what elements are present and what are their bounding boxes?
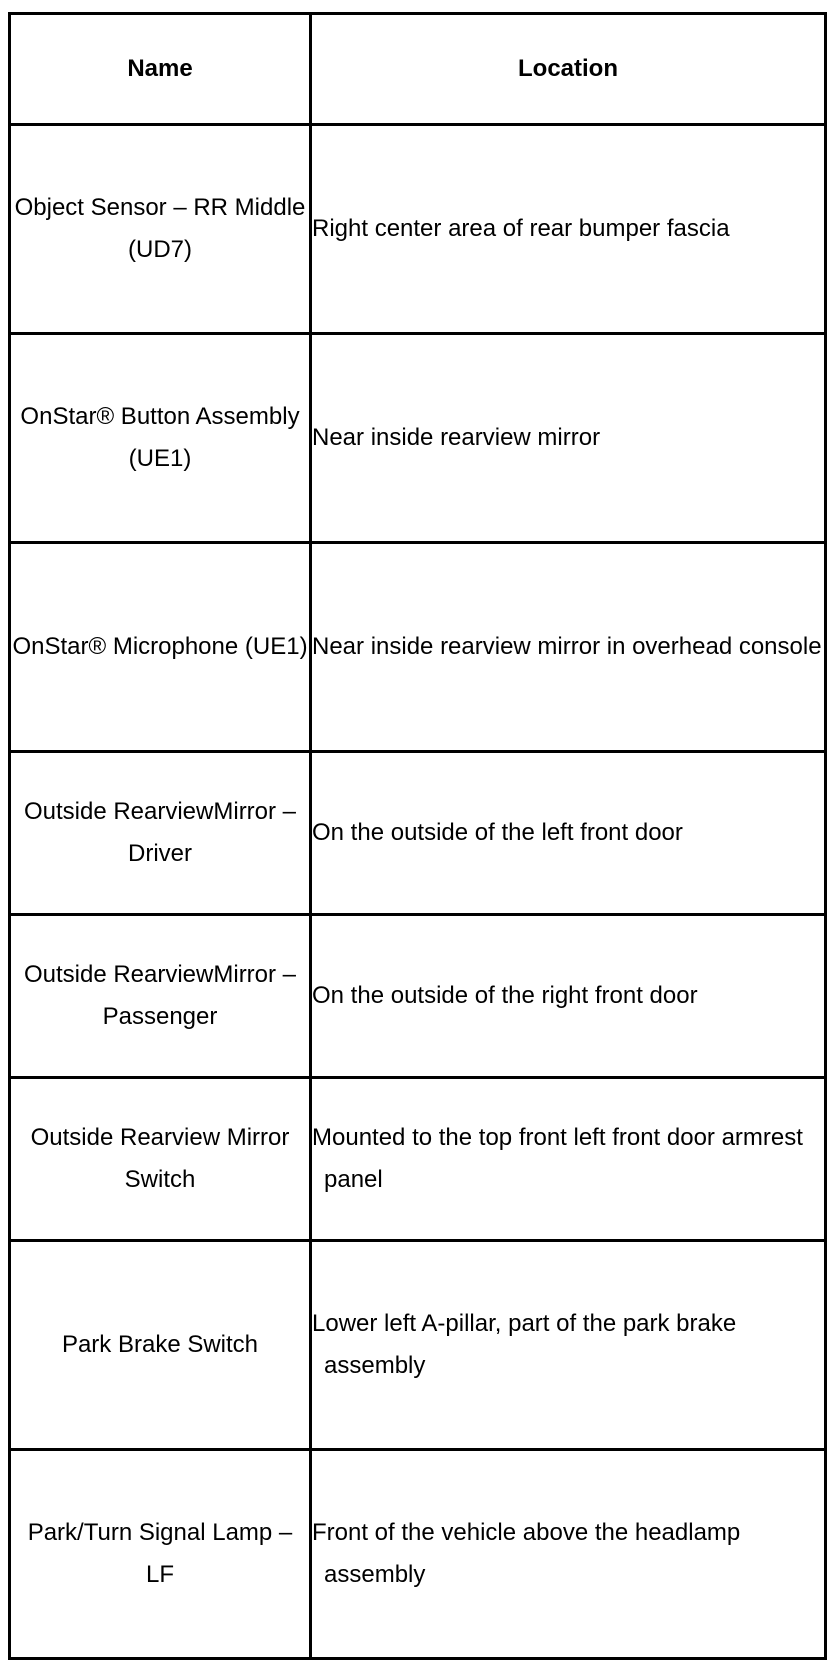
table-row [10,1241,826,1450]
component-name-cell: OnStar® Microphone (UE1) [10,543,311,752]
table-row [10,125,826,334]
location-text: On the outside of the right front door [312,982,698,1009]
component-name-cell: Outside RearviewMirror – Driver [10,752,311,915]
component-location-cell [311,1078,826,1241]
table-row [10,543,826,752]
location-text: Mounted to the top front left front door armrest panel [312,1124,803,1193]
table-row [10,915,826,1078]
column-header-name: Name [10,14,311,125]
location-text: Front of the vehicle above the headlamp assembly [312,1519,741,1588]
component-location-cell [311,125,826,334]
location-text: Right center area of rear bumper fascia [312,215,730,242]
location-text: Near inside rearview mirror in overhead console [312,633,822,660]
component-name-cell: Object Sensor – RR Middle (UD7) [10,125,311,334]
component-name-cell: Park Brake Switch [10,1241,311,1450]
component-name-cell: OnStar® Button Assembly (UE1) [10,334,311,543]
column-header-location: Location [311,14,826,125]
component-location-table [8,12,827,1660]
table-row [10,334,826,543]
table-row [10,1450,826,1659]
table-header-row [10,14,826,125]
table-row [10,1078,826,1241]
component-location-cell [311,1241,826,1450]
component-location-cell [311,915,826,1078]
table-row [10,752,826,915]
location-text: Near inside rearview mirror [312,424,601,451]
component-location-cell [311,752,826,915]
component-location-cell [311,543,826,752]
component-name-cell: Outside Rearview Mirror Switch [10,1078,311,1241]
component-name-cell: Outside RearviewMirror – Passenger [10,915,311,1078]
location-text: On the outside of the left front door [312,819,683,846]
component-location-cell [311,334,826,543]
location-text: Lower left A-pillar, part of the park brake assembly [312,1310,737,1379]
component-name-cell: Park/Turn Signal Lamp – LF [10,1450,311,1659]
component-location-cell [311,1450,826,1659]
